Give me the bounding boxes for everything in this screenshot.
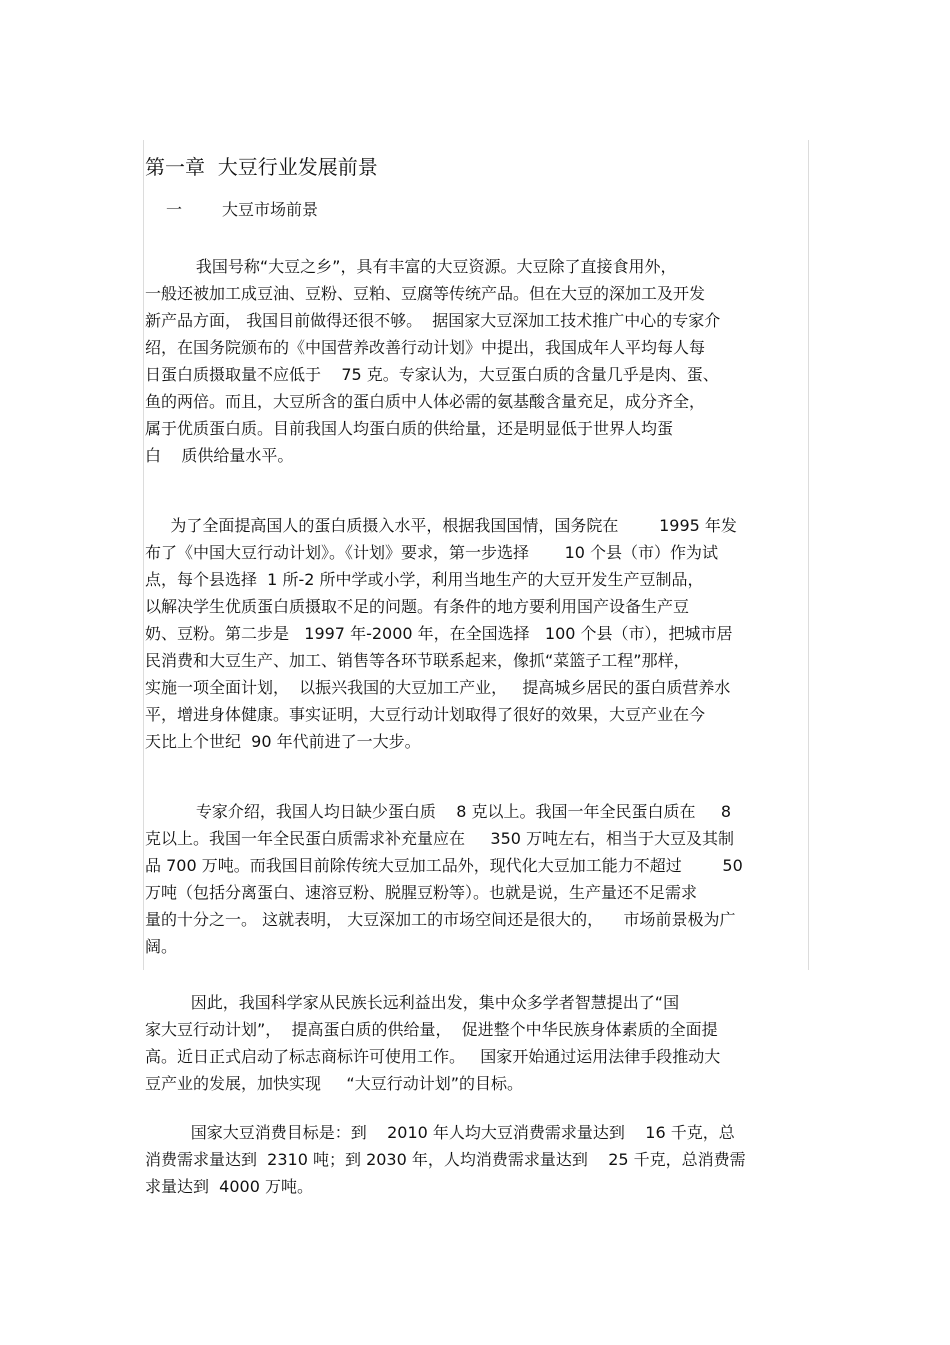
text-line: 克以上。我国一年全民蛋白质需求补充量应在 350 万吨左右，相当于大豆及其制 (145, 829, 735, 848)
text-line: 属于优质蛋白质。目前我国人均蛋白质的供给量，还是明显低于世界人均蛋 (145, 419, 674, 438)
text-line: 为了全面提高国人的蛋白质摄入水平，根据我国国情，国务院在 1995 年发 (145, 516, 737, 535)
text-line: 品 700 万吨。而我国目前除传统大豆加工品外，现代化大豆加工能力不超过 50 (145, 856, 743, 875)
text-line: 一般还被加工成豆油、豆粉、豆粕、豆腐等传统产品。但在大豆的深加工及开发 (145, 284, 706, 303)
text-line: 日蛋白质摄取量不应低于 75 克。专家认为，大豆蛋白质的含量几乎是肉、蛋、 (145, 365, 719, 384)
text-line: 量的十分之一。 这就表明， 大豆深加工的市场空间还是很大的， 市场前景极为广 (145, 910, 736, 929)
text-line: 豆产业的发展，加快实现 “大豆行动计划”的目标。 (145, 1074, 524, 1093)
text-line: 万吨（包括分离蛋白、速溶豆粉、脱腥豆粉等）。也就是说，生产量还不足需求 (145, 883, 698, 902)
text-line: 家大豆行动计划”， 提高蛋白质的供给量， 促进整个中华民族身体素质的全面提 (145, 1020, 718, 1039)
text-line: 鱼的两倍。而且，大豆所含的蛋白质中人体必需的氨基酸含量充足，成分齐全， (145, 392, 706, 411)
text-line: 奶、豆粉。第二步是 1997 年-2000 年，在全国选择 100 个县（市），把城市居 (145, 624, 733, 643)
text-line: 天比上个世纪 90 年代前进了一大步。 (145, 732, 421, 751)
text-line: 实施一项全面计划， 以振兴我国的大豆加工产业， 提高城乡居民的蛋白质营养水 (145, 678, 731, 697)
text-line: 专家介绍，我国人均日缺少蛋白质 8 克以上。我国一年全民蛋白质在 8 (145, 802, 732, 821)
paragraph-action-plan (145, 512, 737, 755)
paragraph-protein-demand (145, 798, 743, 960)
section-title: 大豆市场前景 (222, 200, 319, 219)
text-line: 绍，在国务院颁布的《中国营养改善行动计划》中提出，我国成年人平均每人每 (145, 338, 706, 357)
text-line: 高。近日正式启动了标志商标许可使用工作。 国家开始通过运用法律手段推动大 (145, 1047, 721, 1066)
text-line: 因此，我国科学家从民族长远利益出发，集中众多学者智慧提出了“国 (145, 993, 680, 1012)
left-margin-rule (143, 140, 144, 970)
text-line: 阔。 (145, 937, 178, 956)
paragraph-soybean-resources (145, 253, 720, 469)
text-line: 平，增进身体健康。事实证明，大豆行动计划取得了很好的效果，大豆产业在今 (145, 705, 706, 724)
text-line: 国家大豆消费目标是：到 2010 年人均大豆消费需求量达到 16 千克，总 (145, 1123, 735, 1142)
text-line: 布了《中国大豆行动计划》。《计划》要求，第一步选择 10 个县（市）作为试 (145, 543, 719, 562)
text-line: 民消费和大豆生产、加工、销售等各环节联系起来，像抓“菜篮子工程”那样， (145, 651, 690, 670)
text-line: 点，每个县选择 1 所-2 所中学或小学，利用当地生产的大豆开发生产豆制品， (145, 570, 704, 589)
text-line: 白 质供给量水平。 (145, 446, 294, 465)
paragraph-national-plan (145, 989, 720, 1097)
text-line: 求量达到 4000 万吨。 (145, 1177, 313, 1196)
text-line: 消费需求量达到 2310 吨；到 2030 年，人均消费需求量达到 25 千克，总消费需 (145, 1150, 746, 1169)
text-line: 以解决学生优质蛋白质摄取不足的问题。有条件的地方要利用国产设备生产豆 (145, 597, 690, 616)
chapter-title: 第一章 大豆行业发展前景 (145, 155, 378, 179)
section-number: 一 (166, 200, 183, 219)
paragraph-consumption-targets (145, 1119, 746, 1200)
right-margin-rule (808, 140, 809, 970)
text-line: 我国号称“大豆之乡”，具有丰富的大豆资源。大豆除了直接食用外， (145, 257, 677, 276)
text-line: 新产品方面， 我国目前做得还很不够。 据国家大豆深加工技术推广中心的专家介 (145, 311, 721, 330)
